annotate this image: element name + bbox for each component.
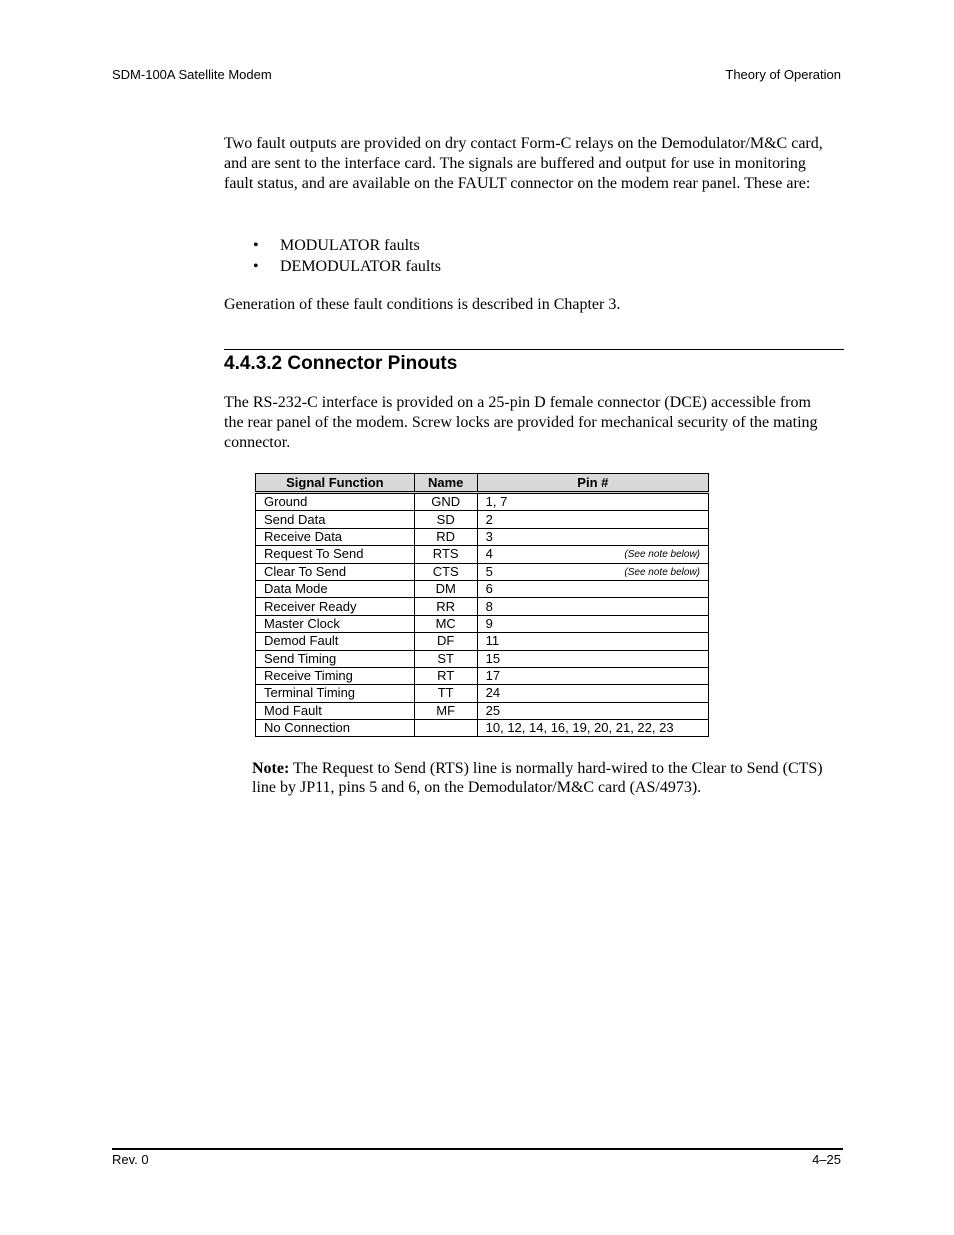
- table-row: [256, 702, 709, 719]
- signal-name-cell: MF: [414, 702, 477, 719]
- note-text: The Request to Send (RTS) line is normally hard-wired to the Clear to Send (CTS) line by JP11, pins 5 and 6, on the Demodulator/M&C card (AS/4973).: [252, 760, 823, 796]
- pin-number-cell: [477, 633, 708, 650]
- signal-name-cell: [414, 720, 477, 737]
- signal-function-cell: Data Mode: [256, 580, 415, 597]
- table-row: [256, 650, 709, 667]
- table-row: [256, 580, 709, 597]
- table-row: [256, 685, 709, 702]
- signal-function-cell: No Connection: [256, 720, 415, 737]
- pin-number-cell: [477, 563, 708, 580]
- table-row: [256, 615, 709, 632]
- header-chapter-title: Theory of Operation: [725, 67, 841, 82]
- signal-function-cell: Send Timing: [256, 650, 415, 667]
- pin-number-text: 2: [485, 511, 493, 527]
- signal-name-cell: CTS: [414, 563, 477, 580]
- pin-number-text: 3: [485, 528, 493, 544]
- rts-note: [252, 759, 842, 797]
- signal-name-cell: RT: [414, 667, 477, 684]
- footer-divider: [112, 1148, 843, 1150]
- footer-revision: Rev. 0: [112, 1152, 149, 1167]
- fault-list: [224, 235, 441, 277]
- table-row: [256, 546, 709, 563]
- signal-name-cell: RR: [414, 598, 477, 615]
- table-row: [256, 633, 709, 650]
- table-row: [256, 598, 709, 615]
- see-note-tag: (See note below): [624, 566, 700, 578]
- bullet-icon: •: [253, 258, 259, 275]
- signal-name-cell: RTS: [414, 546, 477, 563]
- connector-paragraph: The RS-232-C interface is provided on a 25-pin D female connector (DCE) accessible from the rear panel of the modem. Screw locks are provided for mechanical security of the mating connector.: [224, 394, 818, 451]
- list-item-text: MODULATOR faults: [280, 237, 420, 254]
- pin-number-text: 10, 12, 14, 16, 19, 20, 21, 22, 23: [485, 720, 674, 736]
- signal-function-cell: Send Data: [256, 511, 415, 528]
- bullet-icon: •: [253, 237, 259, 254]
- table-row: [256, 720, 709, 737]
- signal-function-cell: Receiver Ready: [256, 598, 415, 615]
- pin-number-cell: [477, 702, 708, 719]
- column-header-signal-function: Signal Function: [256, 474, 415, 493]
- signal-name-cell: DM: [414, 580, 477, 597]
- note-label: Note:: [252, 760, 290, 777]
- pin-number-cell: [477, 546, 708, 563]
- table-row: [256, 563, 709, 580]
- list-item-text: DEMODULATOR faults: [280, 258, 442, 275]
- pin-number-cell: [477, 493, 708, 511]
- section-heading: 4.4.3.2 Connector Pinouts: [224, 353, 458, 374]
- pin-number-text: 8: [485, 598, 493, 614]
- pinout-table: [255, 473, 709, 737]
- signal-name-cell: RD: [414, 528, 477, 545]
- list-item: [224, 235, 441, 256]
- pin-number-cell: [477, 528, 708, 545]
- column-header-pin: Pin #: [477, 474, 708, 493]
- signal-function-cell: Ground: [256, 493, 415, 511]
- pin-number-cell: [477, 580, 708, 597]
- pin-number-text: 5: [485, 563, 493, 579]
- table-row: [256, 493, 709, 511]
- table-row: [256, 511, 709, 528]
- pin-number-cell: [477, 511, 708, 528]
- signal-name-cell: GND: [414, 493, 477, 511]
- table-row: [256, 528, 709, 545]
- pin-number-text: 15: [485, 650, 501, 666]
- pin-number-cell: [477, 615, 708, 632]
- table-header-row: [256, 474, 709, 493]
- table-row: [256, 667, 709, 684]
- signal-name-cell: ST: [414, 650, 477, 667]
- signal-name-cell: TT: [414, 685, 477, 702]
- pin-number-cell: [477, 650, 708, 667]
- signal-function-cell: Receive Timing: [256, 667, 415, 684]
- pin-number-cell: [477, 720, 708, 737]
- signal-function-cell: Request To Send: [256, 546, 415, 563]
- signal-name-cell: MC: [414, 615, 477, 632]
- signal-function-cell: Mod Fault: [256, 702, 415, 719]
- see-note-tag: (See note below): [624, 549, 700, 561]
- intro-paragraph: Two fault outputs are provided on dry contact Form-C relays on the Demodulator/M&C card, and are sent to the interface card. The signals are buffered and output for use in monitoring fault status, and are available on the FAULT connector on the modem rear panel. These are:: [224, 135, 823, 192]
- section-divider: [224, 349, 844, 350]
- signal-function-cell: Terminal Timing: [256, 685, 415, 702]
- pin-number-text: 17: [485, 668, 501, 684]
- column-header-name: Name: [414, 474, 477, 493]
- list-item: [224, 256, 441, 277]
- generation-paragraph: Generation of these fault conditions is described in Chapter 3.: [224, 296, 621, 313]
- pin-number-text: 1, 7: [485, 494, 508, 510]
- pin-number-text: 4: [485, 546, 493, 562]
- signal-function-cell: Master Clock: [256, 615, 415, 632]
- pin-number-cell: [477, 685, 708, 702]
- pin-number-cell: [477, 667, 708, 684]
- signal-function-cell: Clear To Send: [256, 563, 415, 580]
- signal-name-cell: DF: [414, 633, 477, 650]
- pin-number-text: 11: [485, 633, 500, 649]
- pin-number-cell: [477, 598, 708, 615]
- header-document-title: SDM-100A Satellite Modem: [112, 67, 272, 82]
- pin-number-text: 9: [485, 615, 493, 631]
- signal-function-cell: Receive Data: [256, 528, 415, 545]
- footer-page-number: 4–25: [812, 1152, 841, 1167]
- signal-name-cell: SD: [414, 511, 477, 528]
- pin-number-text: 25: [485, 702, 501, 718]
- pin-number-text: 6: [485, 581, 493, 597]
- signal-function-cell: Demod Fault: [256, 633, 415, 650]
- pin-number-text: 24: [485, 685, 501, 701]
